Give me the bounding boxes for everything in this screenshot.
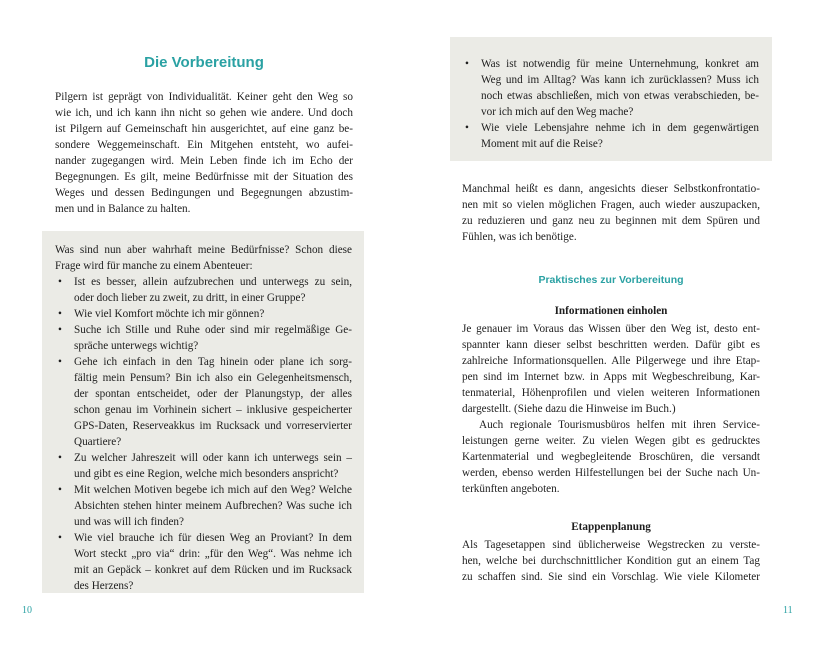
list-item	[55, 450, 352, 482]
text-line: zahlreiche Informationsquellen. Alle Pilgerwege und ihre Etap-	[462, 355, 760, 367]
text-line: Begegnungen. Es gilt, meine Bedürfnisse mit der Situation des	[55, 171, 353, 183]
text-line: Moment mit auf die Reise?	[481, 138, 603, 150]
questions-list-continued	[462, 56, 759, 152]
page-number: 11	[783, 605, 793, 616]
text-line: des Herzens?	[74, 580, 134, 592]
text-line: zu reduzieren und ganz neu zu beginnen mit dem Spüren und	[462, 215, 760, 227]
bullet-icon: •	[58, 532, 62, 544]
text-line: Wie viel brauche ich für diesen Weg an Proviant? In dem	[74, 532, 352, 544]
bullet-icon: •	[58, 452, 62, 464]
bullet-icon: •	[58, 324, 62, 336]
info-title: Informationen einholen	[554, 305, 668, 317]
text-line: pen sind im Internet bzw. in Apps mit Wegbeschreibung, Kar-	[462, 371, 760, 383]
text-line: GPS-Daten, Reserveakkus im Rucksack und vorreservierter	[74, 420, 352, 432]
list-item	[462, 56, 759, 120]
bullet-icon: •	[58, 484, 62, 496]
text-line: zu schaffen sind. Sie sind ein Vorschlag. Wie viele Kilometer	[462, 571, 760, 583]
text-line: noch etwas abschließen, mich von etwas verabschieden, be-	[481, 90, 759, 102]
bullet-icon: •	[465, 58, 469, 70]
stage-title: Etappenplanung	[571, 521, 651, 533]
text-line: Quartiere?	[74, 436, 122, 448]
text-line: und gibt es eine Region, welche mich besonders anspricht?	[74, 468, 339, 480]
bullet-icon: •	[465, 122, 469, 134]
page-number: 10	[22, 605, 32, 616]
text-line: wie ich, und ich kann ihn nicht so gehen wie andere. Und doch	[55, 107, 353, 119]
text-line: und was will ich finden?	[74, 516, 184, 528]
text-line: Je genauer im Voraus das Wissen über den Weg ist, desto ent-	[462, 323, 760, 335]
text-line: Pilgern ist geprägt von Individualität. Keiner geht den Weg so	[55, 91, 353, 103]
text-line: nen mit so vielen möglichen Fragen, auch wieder auszupacken,	[462, 199, 760, 211]
text-line: men und in Balance zu halten.	[55, 203, 191, 215]
text-line: Mit welchen Motiven begebe ich mich auf den Weg? Welche	[74, 484, 352, 496]
text-line: sondere Weggemeinschaft. Ein Mitgehen entsteht, wo aufei-	[55, 139, 353, 151]
bullet-icon: •	[58, 308, 62, 320]
text-line: Auch regionale Tourismusbüros helfen mit ihren Service-	[479, 419, 760, 431]
text-line: Zu welcher Jahreszeit will oder kann ich unterwegs sein –	[74, 452, 352, 464]
text-line: Als Tagesetappen sind üblicherweise Wegstrecken zu verste-	[462, 539, 760, 551]
text-line: schon genau im Vorhinein sichert – inklusive gespeicherter	[74, 404, 352, 416]
text-line: hen, welche bei durchschnittlicher Kondition gut an einem Tag	[462, 555, 760, 567]
info-paragraph-2	[462, 417, 760, 497]
text-line: spannter kann dieser selbst beschritten werden. Dafür gibt es	[462, 339, 760, 351]
text-line: ist Pilgern auf Gemeinschaft hin ausgerichtet, auf eine ganz be-	[55, 123, 353, 135]
text-line: Was ist notwendig für meine Unternehmung, konkret am	[481, 58, 759, 70]
list-item	[55, 482, 352, 530]
text-line: Wort steckt „pro via“ drin: „für den Weg“. Was nehme ich	[74, 548, 352, 560]
subsection-heading: Praktisches zur Vorbereitung	[538, 274, 684, 286]
intro-paragraph	[55, 89, 353, 217]
text-line: Wie viele Lebensjahre nehme ich in dem gegenwärtigen	[481, 122, 759, 134]
text-line: dargestellt. (Siehe dazu die Hinweise im Buch.)	[462, 403, 676, 415]
text-line: Suche ich Stille und Ruhe oder sind mir regelmäßige Ge-	[74, 324, 352, 336]
bullet-icon: •	[58, 356, 62, 368]
text-line: Weges und dessen Bedingungen und Begegnungen abzustim-	[55, 187, 353, 199]
text-line: spräche unterwegs wichtig?	[74, 340, 199, 352]
info-paragraph	[462, 321, 760, 417]
text-line: oder doch lieber zu zweit, zu dritt, in einer Gruppe?	[74, 292, 306, 304]
text-line: werden, ebenso werden Hilfestellungen bei der Suche nach Un-	[462, 467, 760, 479]
reflection-paragraph	[462, 181, 760, 245]
right-page	[407, 0, 814, 648]
text-line: vor ich mich auf den Weg mache?	[481, 106, 634, 118]
text-line: mit an Gepäck – konkret auf dem Rücken und im Rucksack	[74, 564, 352, 576]
section-heading: Die Vorbereitung	[144, 54, 264, 71]
text-line: nander zugegangen wird. Mein Leben finde ich im Echo der	[55, 155, 353, 167]
list-item	[55, 530, 352, 594]
text-line: der spontan entscheidet, oder der Planungstyp, der alles	[74, 388, 352, 400]
text-line: Absichten stehen hinter meinem Aufbrechen? Was suche ich	[74, 500, 352, 512]
list-item	[55, 274, 352, 306]
text-line: Kartenmaterial und wegbegleitende Broschüren, die versandt	[462, 451, 760, 463]
list-item	[462, 120, 759, 152]
questions-list	[55, 274, 352, 594]
text-line: Was sind nun aber wahrhaft meine Bedürfnisse? Schon diese	[55, 244, 352, 256]
text-line: fältig mein Pensum? Bin ich also ein Gelegenheitsmensch,	[74, 372, 352, 384]
list-item	[55, 306, 352, 322]
text-line: Wie viel Komfort möchte ich mir gönnen?	[74, 308, 265, 320]
text-line: Gehe ich einfach in den Tag hinein oder plane ich sorg-	[74, 356, 352, 368]
bullet-icon: •	[58, 276, 62, 288]
list-item	[55, 354, 352, 450]
text-line: terkünften angeboten.	[462, 483, 560, 495]
list-item	[55, 322, 352, 354]
text-line: leistungen gerne weiter. Zu vielen Wegen gibt es gedrucktes	[462, 435, 760, 447]
text-line: Frage wird für manche zu einem Abenteuer:	[55, 260, 253, 272]
text-line: Weg und im Alltag? Was kann ich zurücklassen? Muss ich	[481, 74, 759, 86]
text-line: Fühlen, was ich benötige.	[462, 231, 577, 243]
text-line: Manchmal heißt es dann, angesichts dieser Selbstkonfrontatio-	[462, 183, 760, 195]
box-intro	[55, 242, 352, 274]
text-line: Ist es besser, allein aufzubrechen und unterwegs zu sein,	[74, 276, 352, 288]
stage-paragraph	[462, 537, 760, 585]
text-line: tenmaterial, Höhenprofilen und vielen weiteren Informationen	[462, 387, 760, 399]
